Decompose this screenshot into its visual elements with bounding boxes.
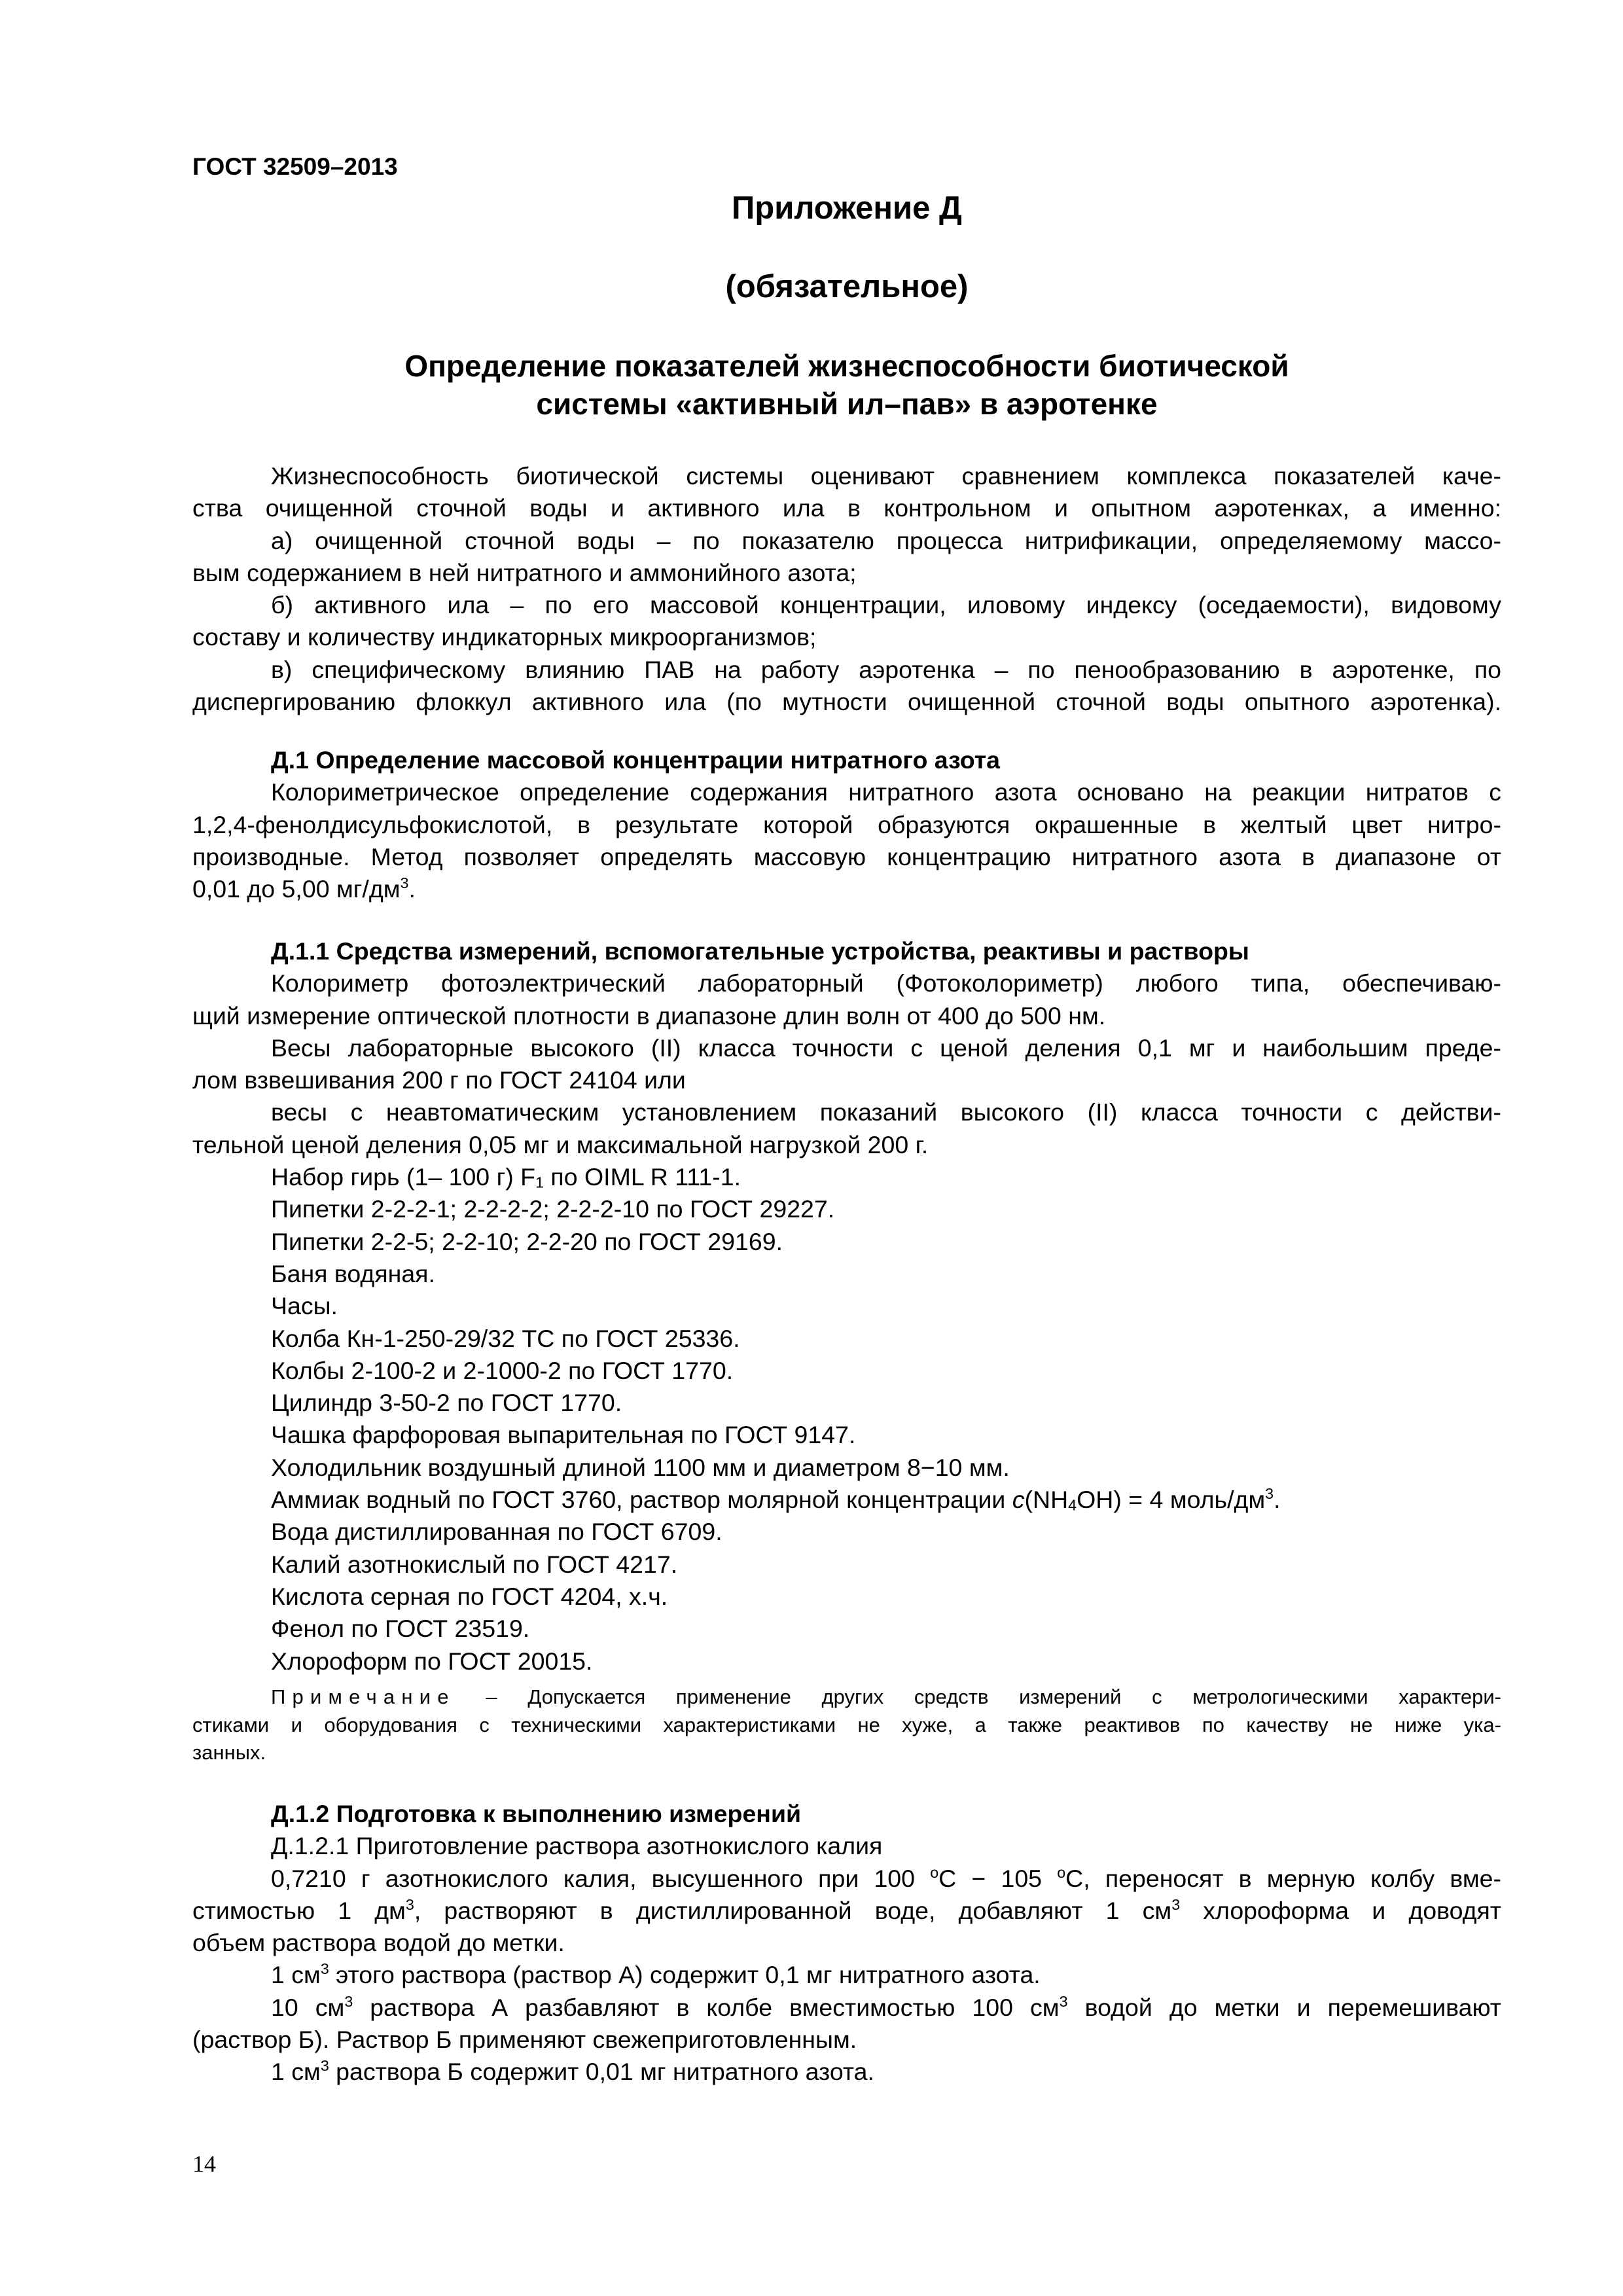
section-d1 [192,744,1501,905]
intro-section [192,460,1501,718]
section-line: производные. Метод позволяет определять массовую концентрацию нитратного азота в диапазоне от [192,842,1501,870]
list-item: Хлороформ по ГОСТ 20015. [271,1647,593,1675]
intro-line: б) активного ила – по его массовой концентрации, иловому индексу (оседаемости), видовому [271,591,1501,619]
note-line: занных. [192,1741,266,1764]
section-line: Колориметр фотоэлектрический лабораторный (Фотоколориметр) любого типа, обеспечиваю- [271,969,1501,997]
list-item: Набор гирь (1– 100 г) $F_1$ по OIML R 111-1. [271,1163,741,1191]
section-line: 0,7210 г азотнокислого калия, высушенного при 100 $^o$С − 105 $^o$С, переносят в мерную колбу вме- [271,1863,1501,1892]
section-line: (раствор Б). Раствор Б применяют свежеприготовленным. [192,2026,857,2054]
document-code: ГОСТ 32509–2013 [192,153,398,180]
appendix-status: (обязательное) [725,269,969,304]
subsection-heading: Д.1.2.1 Приготовление раствора азотнокислого калия [271,1832,883,1860]
note-block [192,1683,1501,1767]
section-line: 10 $см^3$ раствора А разбавляют в колбе вместимостью 100 $см^3$ водой до метки и перемешивают [271,1992,1501,2021]
section-heading: Д.1.2 Подготовка к выполнению измерений [271,1800,802,1827]
list-item: Колбы 2-100-2 и 2-1000-2 по ГОСТ 1770. [271,1356,734,1384]
section-line: весы с неавтоматическим установлением показаний высокого (II) класса точности с действи- [271,1098,1501,1126]
appendix-title: Приложение Д [732,190,962,226]
note-line: Примечание – Допускается применение других средств измерений с метрологическими характери- [271,1685,1501,1708]
list-item: Калий азотнокислый по ГОСТ 4217. [271,1550,678,1578]
main-title-line2: системы «активный ил–пав» в аэротенке [536,387,1158,421]
section-line: стимостью 1 $дм^3$, растворяют в дистиллированной воде, добавляют 1 $см^3$ хлороформа и доводят [192,1895,1501,1924]
section-line: 1 $см^3$ этого раствора (раствор А) содержит 0,1 мг нитратного азота. [271,1960,1041,1989]
note-line: стиками и оборудования с техническими характеристиками не хуже, а также реактивов по качеству не ниже ука- [192,1713,1501,1736]
list-item: Пипетки 2-2-5; 2-2-10; 2-2-20 по ГОСТ 29169. [271,1227,783,1255]
intro-line: Жизнеспособность биотической системы оценивают сравнением комплекса показателей каче- [271,462,1501,490]
section-line: тельной ценой деления 0,05 мг и максимальной нагрузкой 200 г. [192,1130,929,1158]
section-line: 1 $см^3$ раствора Б содержит 0,01 мг нитратного азота. [271,2057,874,2086]
list-item: Пипетки 2-2-2-1; 2-2-2-2; 2-2-2-10 по ГОСТ 29227. [271,1195,835,1223]
list-item: Фенол по ГОСТ 23519. [271,1615,530,1643]
section-line: объем раствора водой до метки. [192,1929,565,1957]
section-line: щий измерение оптической плотности в диапазоне длин волн от 400 до 500 нм. [192,1001,1106,1030]
intro-line: в) специфическому влиянию ПАВ на работу аэротенка – по пенообразованию в аэротенке, по [271,655,1501,683]
page-number: 14 [192,2151,216,2177]
intro-line: а) очищенной сточной воды – по показателю процесса нитрификации, определяемому массо- [271,526,1501,554]
section-line: Весы лабораторные высокого (II) класса точности с ценой деления 0,1 мг и наибольшим преде- [271,1033,1501,1062]
section-line: Колориметрическое определение содержания нитратного азота основано на реакции нитратов с [271,778,1501,806]
intro-line: составу и количеству индикаторных микроорганизмов; [192,623,817,651]
list-item: Часы. [271,1292,338,1320]
main-title-line1: Определение показателей жизнеспособности биотической [404,349,1289,383]
intro-line: ства очищенной сточной воды и активного ила в контрольном и опытном аэротенках, а именно: [192,494,1501,522]
section-heading: Д.1 Определение массовой концентрации нитратного азота [271,746,1000,774]
intro-line: диспергированию флоккул активного ила (по мутности очищенной сточной воды опытного аэротенка). [192,688,1501,716]
note-label: Примечание [271,1685,455,1708]
section-heading: Д.1.1 Средства измерений, вспомогательные устройства, реактивы и растворы [271,937,1249,965]
list-item: Колба Кн-1-250-29/32 ТС по ГОСТ 25336. [271,1324,740,1352]
section-line: 0,01 до 5,00 $мг/дм^3$. [192,874,416,903]
list-item: Баня водяная. [271,1259,435,1287]
list-item: Аммиак водный по ГОСТ 3760, раствор молярной концентрации $c(NH_4OH) = 4$ моль/$дм^3$. [271,1485,1281,1514]
section-d11 [192,935,1501,1677]
intro-line: вым содержанием в ней нитратного и аммонийного азота; [192,558,857,586]
list-item: Вода дистиллированная по ГОСТ 6709. [271,1518,722,1546]
section-line: лом взвешивания 200 г по ГОСТ 24104 или [192,1066,686,1094]
list-item: Кислота серная по ГОСТ 4204, х.ч. [271,1582,668,1610]
list-item: Чашка фарфоровая выпарительная по ГОСТ 9147. [271,1421,856,1449]
list-item: Холодильник воздушный длиной 1100 мм и диаметром 8−10 мм. [271,1453,1010,1481]
section-d12 [192,1798,1501,2089]
list-item: Цилиндр 3-50-2 по ГОСТ 1770. [271,1389,622,1417]
section-line: 1,2,4-фенолдисульфокислотой, в результате которой образуются окрашенные в желтый цвет нитро- [192,810,1501,838]
